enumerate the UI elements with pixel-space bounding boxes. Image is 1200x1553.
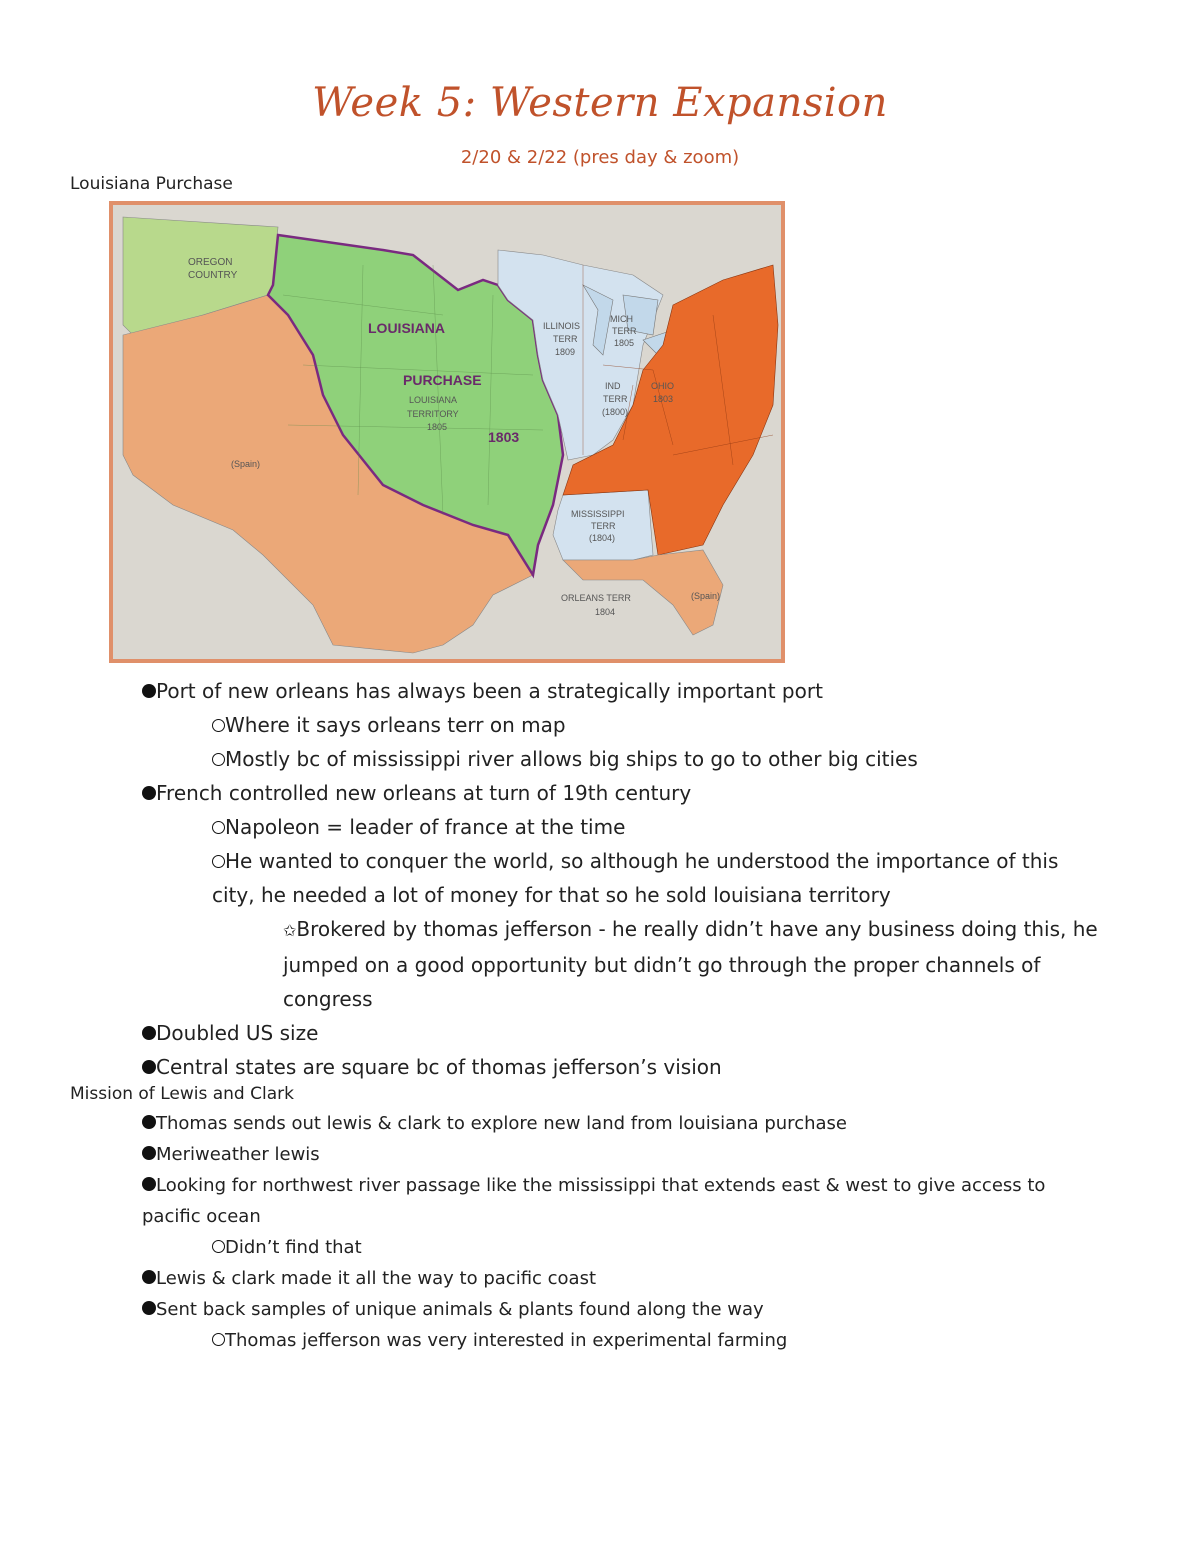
label-mich-1: MICH [610, 314, 633, 324]
label-spain-florida: (Spain) [691, 591, 721, 601]
bullet-dot-icon [142, 1268, 156, 1289]
bullet-dot-icon [142, 1299, 156, 1320]
note-text: city, he needed a lot of money for that so he sold louisiana territory [212, 883, 891, 907]
label-country: COUNTRY [188, 270, 238, 281]
note-text: Doubled US size [156, 1021, 319, 1045]
label-ind-1: IND [605, 381, 621, 391]
note-item [0, 1232, 1045, 1263]
note-text: congress [283, 987, 373, 1011]
note-text: Thomas jefferson was very interested in experimental farming [225, 1330, 788, 1351]
note-text: Napoleon = leader of france at the time [225, 815, 626, 839]
note-item [0, 844, 1098, 878]
note-item [0, 1325, 1045, 1356]
note-text: He wanted to conquer the world, so although he understood the importance of this [225, 849, 1059, 873]
note-item [0, 982, 1098, 1016]
note-item [0, 948, 1098, 982]
note-item [0, 878, 1098, 912]
label-miss-2: TERR [591, 521, 616, 531]
note-item [0, 810, 1098, 844]
label-territory-line1: LOUISIANA [409, 395, 458, 405]
page-subtitle: 2/20 & 2/22 (pres day & zoom) [460, 147, 740, 168]
note-item [0, 776, 1098, 810]
note-text: Brokered by thomas jefferson - he really didn’t have any business doing this, he [296, 917, 1098, 941]
note-text: Meriweather lewis [156, 1144, 320, 1165]
note-text: Central states are square bc of thomas jefferson’s vision [156, 1055, 722, 1079]
note-text: Mostly bc of mississippi river allows big ships to go to other big cities [225, 747, 918, 771]
note-text: Where it says orleans terr on map [225, 713, 566, 737]
bullet-dot-icon [142, 1021, 156, 1045]
label-miss-3: (1804) [589, 533, 616, 543]
note-item [0, 674, 1098, 708]
label-illinois-2: TERR [553, 334, 578, 344]
note-text: Port of new orleans has always been a strategically important port [156, 679, 823, 703]
map-svg [113, 205, 781, 659]
label-ind-2: TERR [603, 394, 628, 404]
note-text: French controlled new orleans at turn of 19th century [156, 781, 692, 805]
label-territory-line2: TERRITORY [407, 409, 459, 419]
bullet-dot-icon [142, 1175, 156, 1196]
label-louisiana: LOUISIANA [368, 320, 445, 336]
label-mich-3: 1805 [614, 338, 635, 348]
note-text: Thomas sends out lewis & clark to explore new land from louisiana purchase [156, 1113, 847, 1134]
louisiana-notes-list [0, 674, 1098, 1084]
note-item [0, 912, 1098, 948]
bullet-dot-icon [142, 1055, 156, 1079]
lewis-clark-notes-list [0, 1108, 1045, 1356]
bullet-dot-icon [142, 781, 156, 805]
label-ind-3: (1800) [602, 407, 629, 417]
note-item [0, 1201, 1045, 1232]
note-item [0, 1050, 1098, 1084]
note-text: jumped on a good opportunity but didn’t go through the proper channels of [283, 953, 1041, 977]
note-item [0, 1170, 1045, 1201]
label-illinois-3: 1809 [555, 347, 576, 357]
bullet-star-icon: ✩ [283, 921, 297, 940]
bullet-circle-icon [212, 815, 225, 839]
note-item [0, 742, 1098, 776]
label-ohio-1: OHIO [651, 381, 675, 391]
label-illinois-1: ILLINOIS [543, 321, 581, 331]
label-spain-west: (Spain) [231, 459, 261, 469]
label-territory-year: 1805 [427, 422, 448, 432]
page-title: Week 5: Western Expansion [312, 80, 888, 126]
note-text: Looking for northwest river passage like the mississippi that extends east & west to give access to [156, 1175, 1046, 1196]
label-oregon: OREGON [188, 257, 233, 268]
bullet-dot-icon [142, 679, 156, 703]
label-ohio-2: 1803 [653, 394, 674, 404]
note-text: Didn’t find that [225, 1237, 362, 1258]
label-purchase: PURCHASE [403, 372, 482, 388]
label-mich-2: TERR [612, 326, 637, 336]
bullet-circle-icon [212, 713, 225, 737]
section-heading-louisiana: Louisiana Purchase [70, 174, 233, 194]
label-orleans-2: 1804 [595, 607, 616, 617]
label-year-1803: 1803 [488, 429, 520, 445]
note-item [0, 1108, 1045, 1139]
note-text: pacific ocean [142, 1206, 261, 1227]
section-heading-lewis-clark: Mission of Lewis and Clark [70, 1084, 294, 1104]
bullet-circle-icon [212, 747, 225, 771]
bullet-dot-icon [142, 1113, 156, 1134]
note-item [0, 1016, 1098, 1050]
bullet-circle-icon [212, 849, 225, 873]
note-item [0, 1294, 1045, 1325]
bullet-circle-icon [212, 1330, 225, 1351]
label-orleans-1: ORLEANS TERR [561, 593, 631, 603]
label-miss-1: MISSISSIPPI [571, 509, 625, 519]
note-text: Sent back samples of unique animals & plants found along the way [156, 1299, 764, 1320]
bullet-dot-icon [142, 1144, 156, 1165]
note-item [0, 1139, 1045, 1170]
note-item [0, 1263, 1045, 1294]
louisiana-purchase-map [109, 201, 785, 663]
bullet-circle-icon [212, 1237, 225, 1258]
note-text: Lewis & clark made it all the way to pacific coast [156, 1268, 597, 1289]
note-item [0, 708, 1098, 742]
